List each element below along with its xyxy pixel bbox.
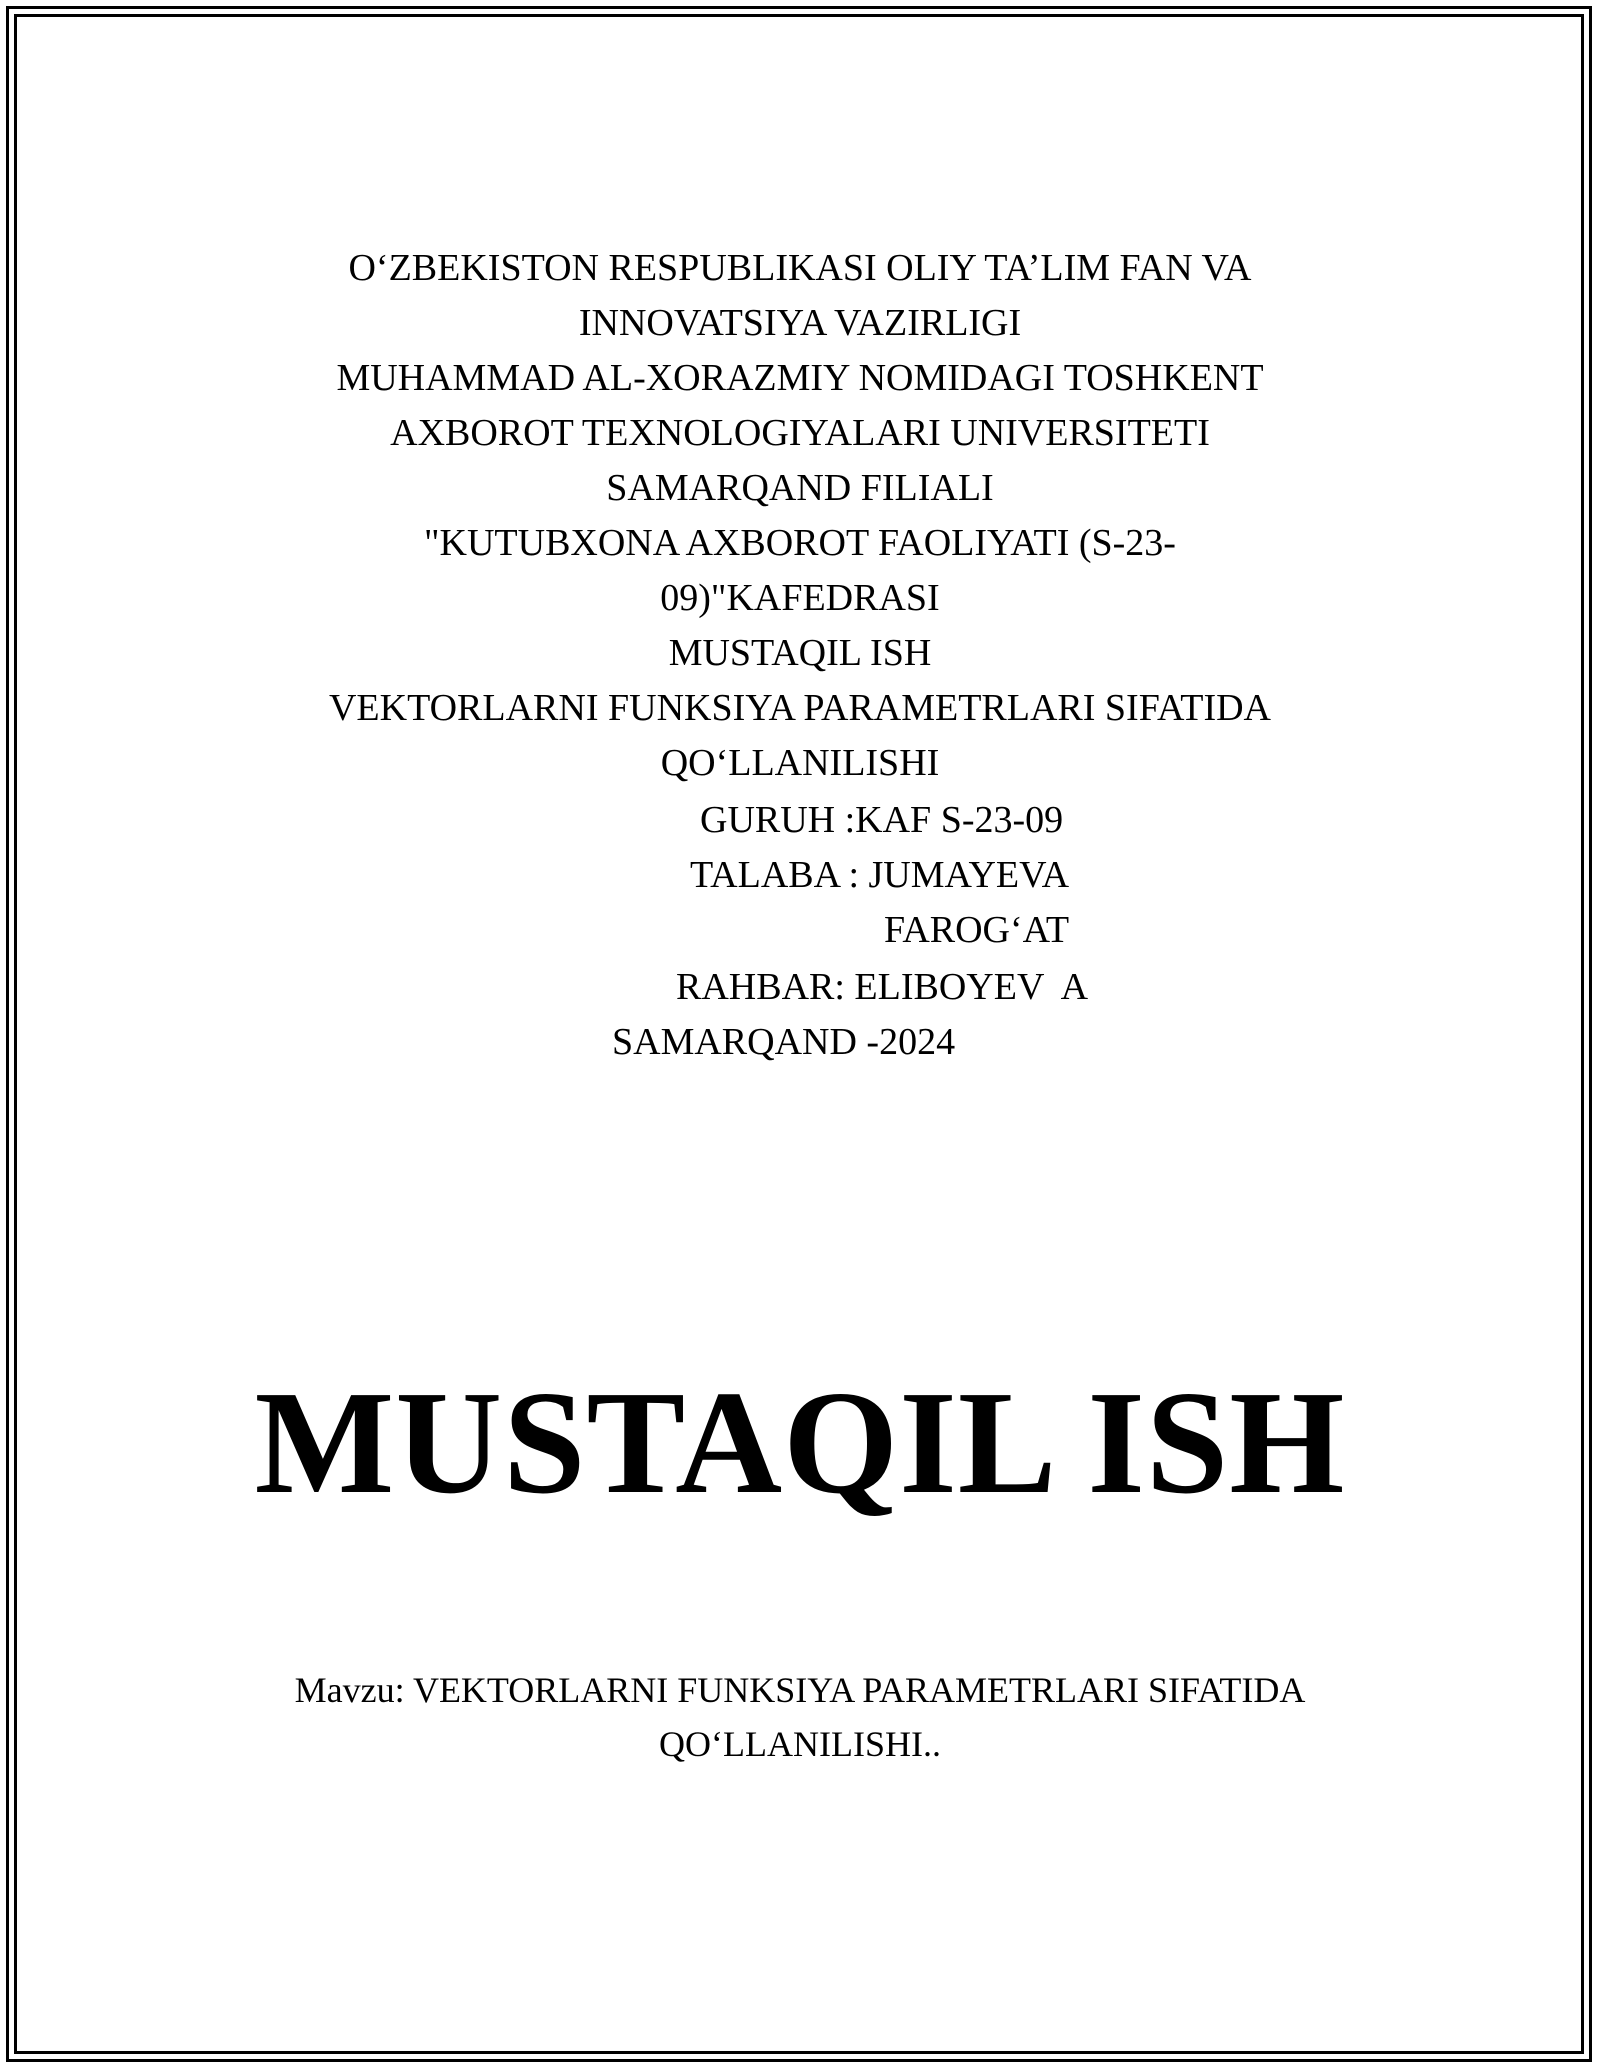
topic-line-2: QO‘LLANILISHI	[660, 742, 940, 784]
subject-line-2: QO‘LLANILISHI..	[659, 1724, 941, 1764]
student-line-2: FAROG‘AT	[884, 909, 1070, 951]
university-line-2: AXBOROT TEXNOLOGIYALARI UNIVERSITETI	[390, 412, 1210, 454]
student-line-1: TALABA : JUMAYEVA	[690, 854, 1070, 896]
main-title: MUSTAQIL ISH	[254, 1361, 1346, 1525]
subject-line-1: Mavzu: VEKTORLARNI FUNKSIYA PARAMETRLARI SIFATIDA	[294, 1670, 1306, 1710]
ministry-line-1: O‘ZBEKISTON RESPUBLIKASI OLIY TA’LIM FAN VA	[348, 247, 1252, 289]
group-info: GURUH :KAF S-23-09	[700, 799, 1064, 841]
topic-line-1: VEKTORLARNI FUNKSIYA PARAMETRLARI SIFATIDA	[328, 687, 1271, 729]
department-line-1: "KUTUBXONA AXBOROT FAOLIYATI (S-23-	[424, 522, 1176, 564]
university-line-1: MUHAMMAD AL-XORAZMIY NOMIDAGI TOSHKENT	[336, 357, 1264, 399]
supervisor-info: RAHBAR: ELIBOYEV A	[676, 966, 1089, 1008]
ministry-line-2: INNOVATSIYA VAZIRLIGI	[578, 302, 1022, 344]
branch-name: SAMARQAND FILIALI	[606, 467, 994, 509]
work-type-label: MUSTAQIL ISH	[668, 632, 932, 674]
city-year: SAMARQAND -2024	[612, 1021, 956, 1063]
department-line-2: 09)"KAFEDRASI	[660, 577, 940, 619]
